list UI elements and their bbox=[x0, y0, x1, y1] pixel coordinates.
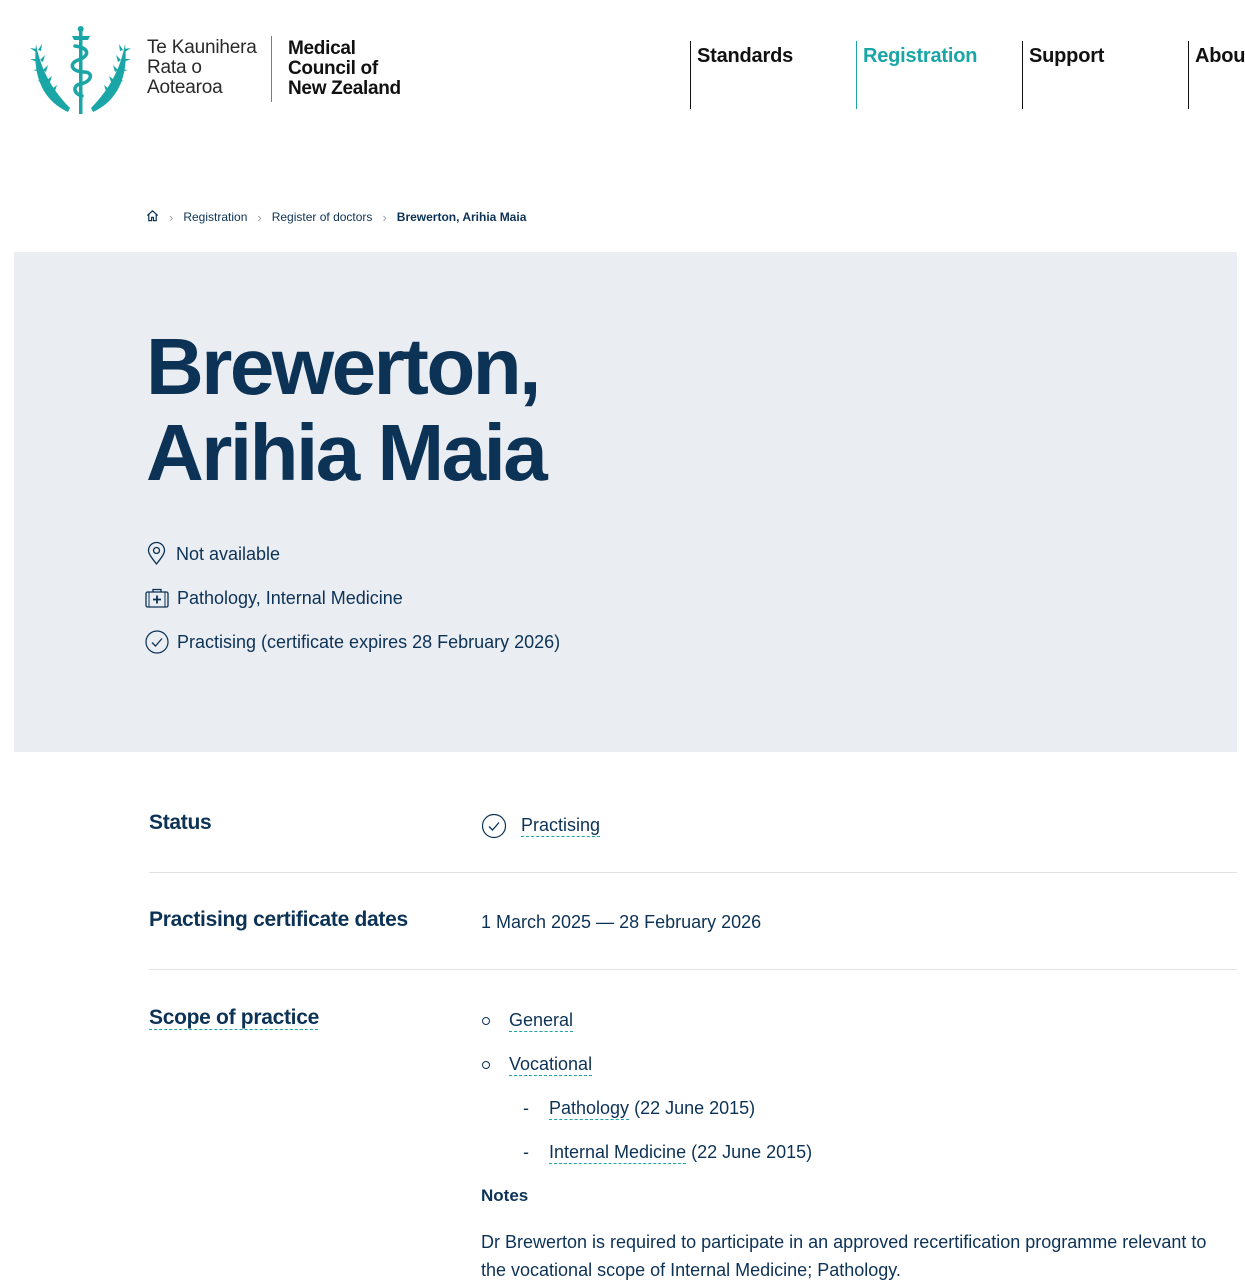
internal-medicine-link[interactable]: Internal Medicine bbox=[549, 1142, 687, 1162]
logo-english-name: Medical Council of New Zealand bbox=[288, 38, 401, 99]
page-title-line-2: Arihia Maia bbox=[146, 408, 546, 497]
list-dash: - bbox=[523, 1098, 529, 1118]
status-label: Status bbox=[149, 811, 212, 834]
logo-divider bbox=[271, 36, 272, 102]
specialties-text: Pathology, Internal Medicine bbox=[177, 587, 403, 608]
nav-standards[interactable]: Standards bbox=[690, 41, 793, 109]
location-text: Not available bbox=[176, 543, 281, 564]
site-header bbox=[0, 0, 1245, 130]
row-divider bbox=[149, 969, 1237, 970]
scope-of-practice-link[interactable]: Scope of practice bbox=[149, 1006, 319, 1029]
logo-maori-name: Te Kaunihera Rata o Aotearoa bbox=[147, 37, 257, 98]
breadcrumb bbox=[146, 208, 526, 226]
certificate-dates-label: Practising certificate dates bbox=[149, 908, 408, 931]
medical-council-logo-icon[interactable] bbox=[28, 22, 133, 116]
location-pin-icon bbox=[145, 542, 168, 566]
pathology-link[interactable]: Pathology bbox=[549, 1098, 630, 1118]
hero-status bbox=[145, 629, 560, 655]
pathology-date: (22 June 2015) bbox=[634, 1098, 756, 1118]
row-divider bbox=[149, 872, 1237, 873]
hero-specialties bbox=[145, 585, 403, 611]
notes-text: Dr Brewerton is required to participate in an approved recertification programme relevant to the vocational scope of Internal Medicine; Pathology. bbox=[481, 1232, 1207, 1280]
page-title-line-1: Brewerton, bbox=[146, 322, 539, 411]
medical-kit-icon bbox=[145, 587, 169, 609]
list-bullet bbox=[482, 1061, 490, 1069]
certificate-dates-value: 1 March 2025 — 28 February 2026 bbox=[481, 912, 762, 932]
list-bullet bbox=[482, 1017, 490, 1025]
hero-location bbox=[145, 541, 280, 567]
nav-registration[interactable]: Registration bbox=[856, 41, 977, 109]
vocational-item-pathology bbox=[549, 1098, 755, 1119]
breadcrumb-register-of-doctors[interactable]: Register of doctors bbox=[271, 210, 373, 224]
status-summary-text: Practising (certificate expires 28 February 2026) bbox=[177, 631, 561, 652]
scope-vocational-link[interactable]: Vocational bbox=[509, 1054, 593, 1074]
nav-about[interactable]: Abou bbox=[1188, 41, 1245, 109]
doctor-hero bbox=[14, 252, 1237, 752]
list-dash: - bbox=[523, 1142, 529, 1162]
check-circle-icon bbox=[145, 630, 169, 654]
notes-heading: Notes bbox=[481, 1186, 529, 1205]
breadcrumb-chevron-icon: › bbox=[257, 209, 262, 225]
breadcrumb-home[interactable] bbox=[146, 209, 159, 225]
breadcrumb-current: Brewerton, Arihia Maia bbox=[396, 210, 527, 224]
scope-general-link[interactable]: General bbox=[509, 1010, 574, 1030]
status-value-link[interactable]: Practising bbox=[521, 815, 601, 835]
page-title bbox=[146, 324, 545, 496]
vocational-item-internal-medicine bbox=[549, 1142, 812, 1163]
breadcrumb-chevron-icon: › bbox=[169, 209, 174, 225]
check-circle-icon bbox=[481, 813, 507, 839]
home-icon bbox=[146, 209, 159, 222]
internal-medicine-date: (22 June 2015) bbox=[691, 1142, 813, 1162]
breadcrumb-registration[interactable]: Registration bbox=[183, 210, 248, 224]
nav-support[interactable]: Support bbox=[1022, 41, 1104, 109]
breadcrumb-chevron-icon: › bbox=[382, 209, 387, 225]
